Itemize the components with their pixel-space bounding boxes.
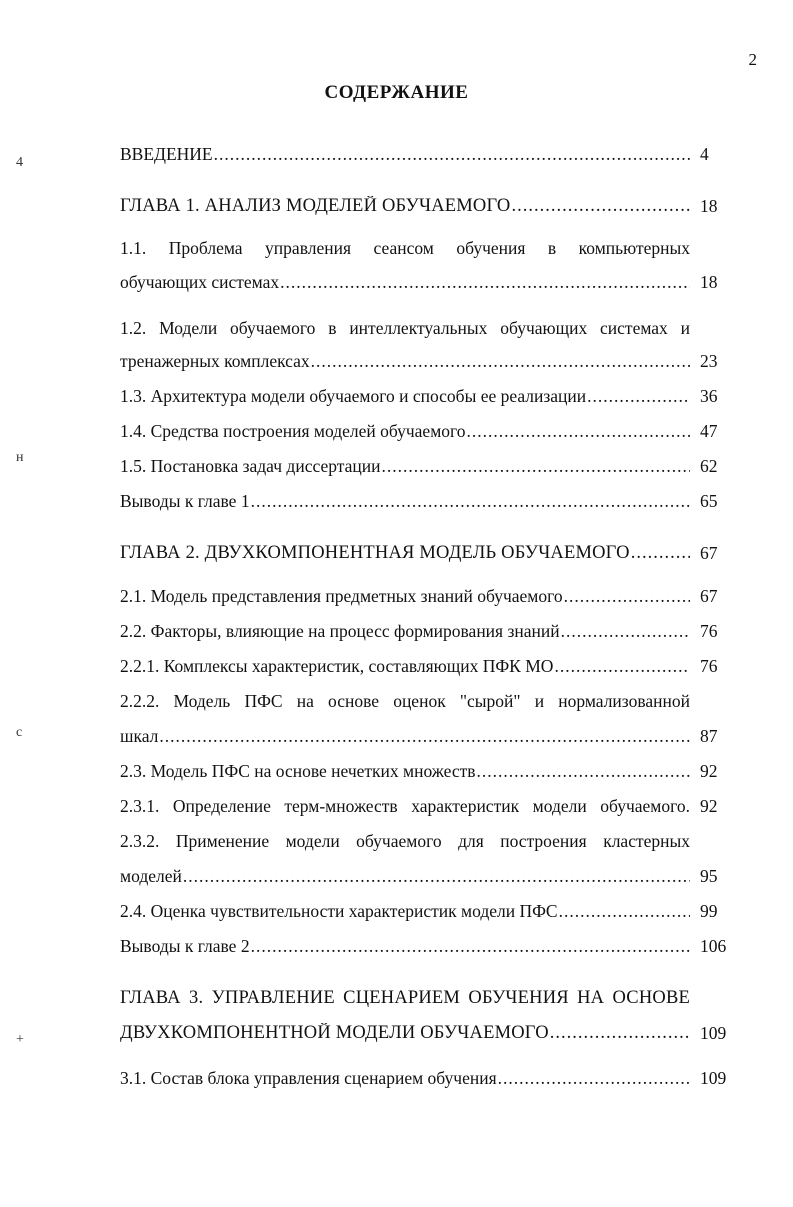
toc-page: 76: [700, 621, 718, 641]
page-number: 2: [748, 50, 757, 69]
toc-page: 47: [700, 421, 718, 441]
toc-entry-chapter-1[interactable]: ГЛАВА 1. АНАЛИЗ МОДЕЛЕЙ ОБУЧАЕМОГО .....: [120, 196, 690, 216]
toc-entry-chapter-3-line1[interactable]: ГЛАВА 3. УПРАВЛЕНИЕ СЦЕНАРИЕМ ОБУЧЕНИЯ НА ОСНОВЕ: [120, 988, 690, 1008]
toc-page: 36: [700, 386, 718, 406]
page-title: СОДЕРЖАНИЕ: [324, 82, 469, 103]
toc-entry-chapter-2[interactable]: ГЛАВА 2. ДВУХКОМПОНЕНТНАЯ МОДЕЛЬ ОБУЧАЕМОГО .....: [120, 543, 690, 563]
toc-page: 65: [700, 491, 718, 511]
toc-entry-2-4[interactable]: 2.4. Оценка чувствительности характеристик модели ПФС .....: [120, 901, 690, 921]
toc-page: 99: [700, 901, 718, 921]
toc-page: 87: [700, 726, 718, 746]
toc-page: 18: [700, 196, 718, 216]
toc-entry-2-2-2[interactable]: шкал .....: [120, 726, 690, 746]
toc-entry-conclusions-2[interactable]: Выводы к главе 2 .....: [120, 936, 690, 956]
toc-entry-1-2-line1[interactable]: 1.2. Модели обучаемого в интеллектуальных обучающих системах и: [120, 318, 690, 338]
toc-entry-1-2[interactable]: тренажерных комплексах .....: [120, 351, 690, 371]
toc-page: 62: [700, 456, 718, 476]
toc-entry-1-4[interactable]: 1.4. Средства построения моделей обучаемого .....: [120, 421, 690, 441]
toc-entry-conclusions-1[interactable]: Выводы к главе 1 .....: [120, 491, 690, 511]
toc-page: 95: [700, 866, 718, 886]
toc-entry-1-1-line1[interactable]: 1.1. Проблема управления сеансом обучения в компьютерных: [120, 238, 690, 258]
toc-entry-1-1[interactable]: обучающих системах .....: [120, 272, 690, 292]
toc-page: 67: [700, 543, 718, 563]
toc-page: 76: [700, 656, 718, 676]
toc-entry-2-3-1[interactable]: 2.3.1. Определение терм-множеств характеристик модели обучаемого.: [120, 796, 690, 816]
toc-entry-1-3[interactable]: 1.3. Архитектура модели обучаемого и способы ее реализации .....: [120, 386, 690, 406]
margin-mark: с: [16, 725, 23, 740]
toc-page: 109: [700, 1023, 727, 1043]
toc-entry-2-2-1[interactable]: 2.2.1. Комплексы характеристик, составляющих ПФК МО .....: [120, 656, 690, 676]
toc-entry-1-5[interactable]: 1.5. Постановка задач диссертации .....: [120, 456, 690, 476]
toc-entry-2-3-2-line1[interactable]: 2.3.2. Применение модели обучаемого для построения кластерных: [120, 831, 690, 851]
margin-mark: +: [16, 1032, 24, 1047]
margin-mark: н: [16, 450, 24, 465]
toc-entry-2-2[interactable]: 2.2. Факторы, влияющие на процесс формирования знаний .....: [120, 621, 690, 641]
toc-page: 23: [700, 351, 718, 371]
toc-page: 67: [700, 586, 718, 606]
toc-page: 4: [700, 144, 709, 164]
toc-page: 18: [700, 272, 718, 292]
toc-page: 92: [700, 796, 718, 816]
toc-page: 106: [700, 936, 727, 956]
toc-entry-3-1[interactable]: 3.1. Состав блока управления сценарием обучения .....: [120, 1068, 690, 1088]
toc-page: 109: [700, 1068, 727, 1088]
toc-entry-2-1[interactable]: 2.1. Модель представления предметных знаний обучаемого .....: [120, 586, 690, 606]
toc-entry-2-3-2[interactable]: моделей .....: [120, 866, 690, 886]
toc-entry-intro[interactable]: ВВЕДЕНИЕ .....: [120, 144, 690, 164]
toc-page: 92: [700, 761, 718, 781]
toc-entry-2-2-2-line1[interactable]: 2.2.2. Модель ПФС на основе оценок "сырой" и нормализованной: [120, 691, 690, 711]
margin-mark: 4: [16, 155, 23, 170]
toc-entry-chapter-3[interactable]: ДВУХКОМПОНЕНТНОЙ МОДЕЛИ ОБУЧАЕМОГО .....: [120, 1023, 690, 1043]
toc-entry-2-3[interactable]: 2.3. Модель ПФС на основе нечетких множеств .....: [120, 761, 690, 781]
